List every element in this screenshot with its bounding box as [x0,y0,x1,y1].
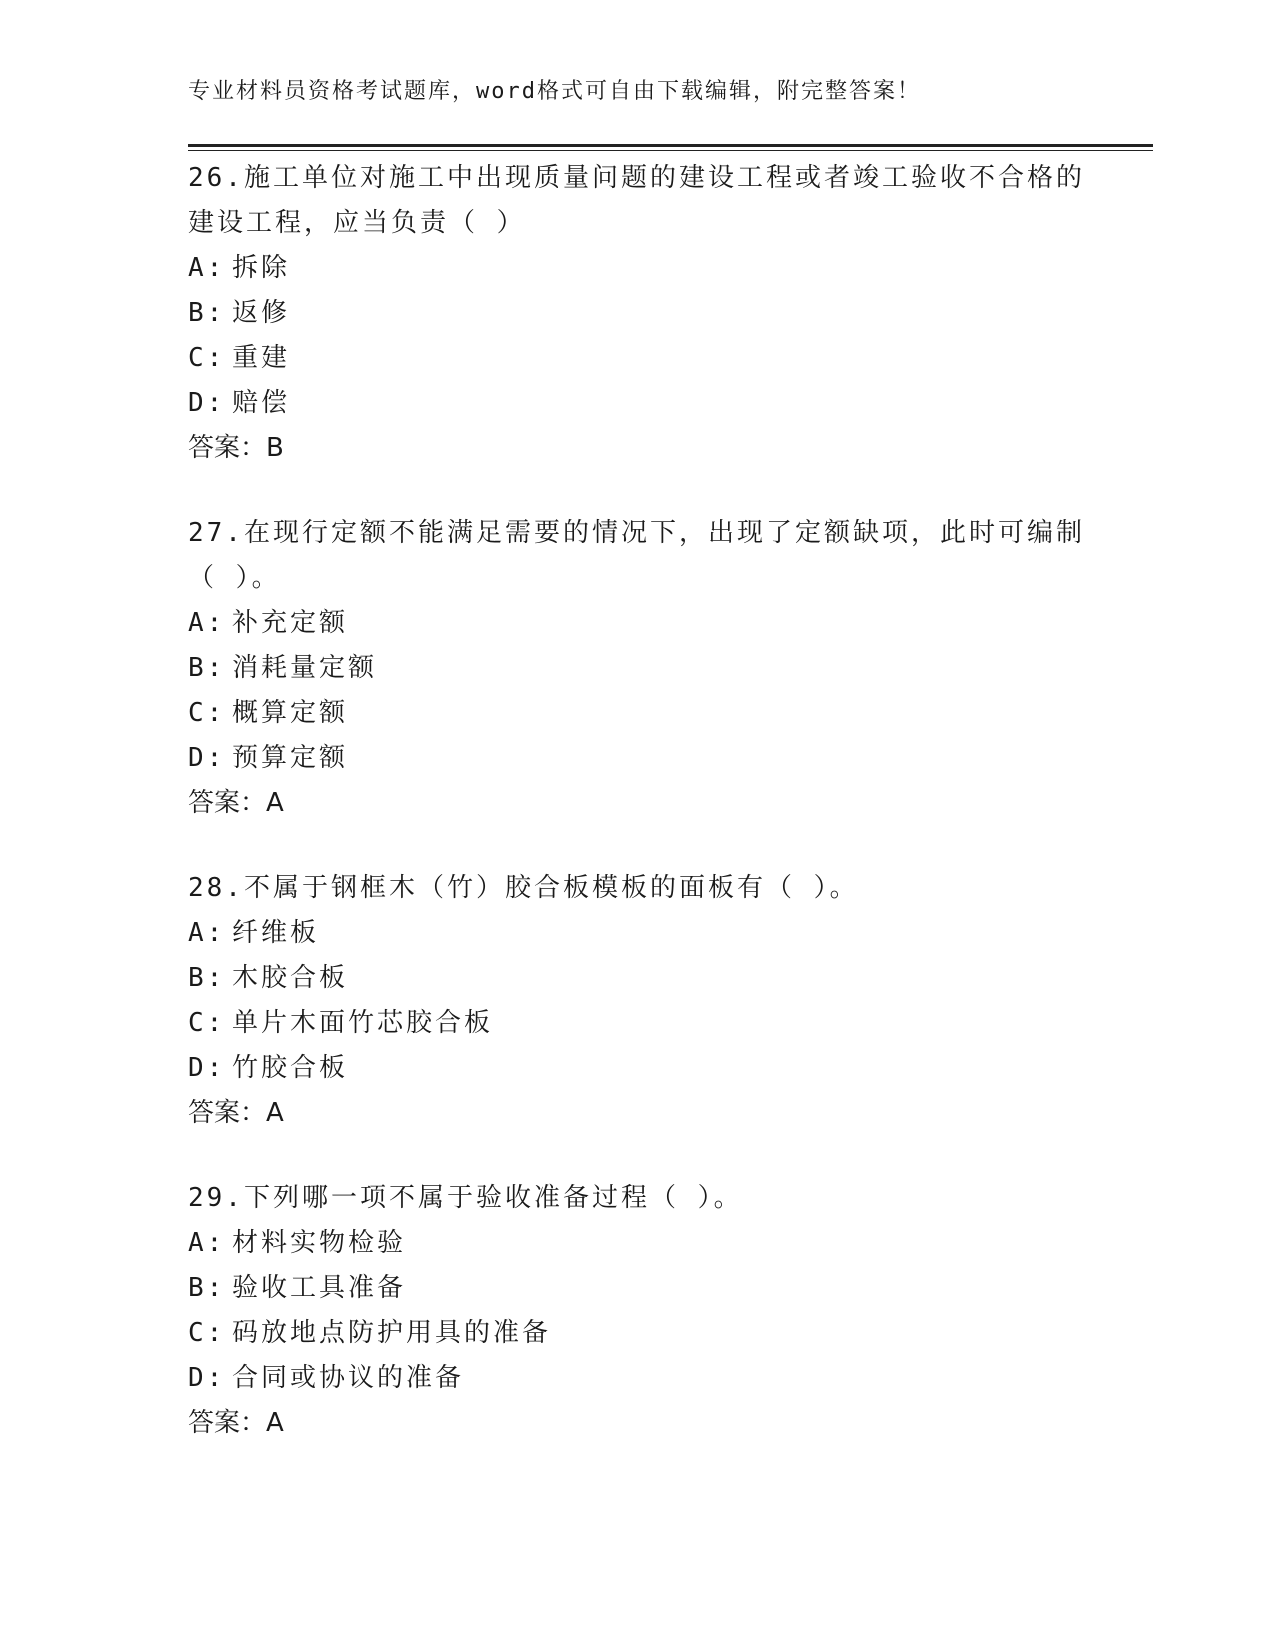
option-text: 消耗量定额 [232,653,378,683]
option-letter: B: [188,653,226,683]
option-letter: C: [188,343,226,373]
option-letter: D: [188,743,226,773]
option-letter: C: [188,1008,226,1038]
option-b [188,646,1088,691]
option-letter: A: [188,253,226,283]
option-d [188,1356,1088,1401]
question-text: 27.在现行定额不能满足需要的情况下，出现了定额缺项，此时可编制（ ）。 [188,518,1085,593]
option-text: 重建 [232,343,291,373]
header-rule-thin [188,150,1153,151]
option-letter: B: [188,298,226,328]
question-text: 26.施工单位对施工中出现质量问题的建设工程或者竣工验收不合格的建设工程，应当负责（ ） [188,163,1085,238]
option-c [188,1311,1088,1356]
option-text: 拆除 [232,253,291,283]
option-text: 单片木面竹芯胶合板 [232,1008,494,1038]
option-letter: A: [188,1228,226,1258]
option-text: 纤维板 [232,918,320,948]
option-text: 预算定额 [232,743,349,773]
option-text: 竹胶合板 [232,1053,349,1083]
answer-line: 答案：A [188,1098,284,1128]
option-text: 赔偿 [232,388,291,418]
question-text: 29.下列哪一项不属于验收准备过程（ ）。 [188,1183,743,1213]
option-b [188,291,1088,336]
option-a [188,601,1088,646]
question-29 [188,1176,1088,1446]
option-c [188,691,1088,736]
option-letter: C: [188,1318,226,1348]
option-text: 验收工具准备 [232,1273,407,1303]
question-list [188,156,1088,1486]
question-text: 28.不属于钢框木（竹）胶合板模板的面板有（ ）。 [188,873,859,903]
question-28 [188,866,1088,1136]
option-text: 木胶合板 [232,963,349,993]
option-b [188,1266,1088,1311]
question-27 [188,511,1088,826]
option-a [188,246,1088,291]
option-text: 概算定额 [232,698,349,728]
page-header: 专业材料员资格考试题库，word格式可自由下载编辑，附完整答案！ [188,79,921,104]
option-c [188,1001,1088,1046]
option-text: 返修 [232,298,291,328]
option-letter: D: [188,1363,226,1393]
answer-line: 答案：B [188,433,284,463]
option-letter: A: [188,918,226,948]
option-a [188,1221,1088,1266]
option-text: 材料实物检验 [232,1228,407,1258]
option-text: 合同或协议的准备 [232,1363,465,1393]
answer-line: 答案：A [188,1408,284,1438]
option-letter: C: [188,698,226,728]
option-letter: D: [188,1053,226,1083]
header-rule-thick [188,144,1153,147]
option-text: 补充定额 [232,608,349,638]
option-a [188,911,1088,956]
option-letter: B: [188,1273,226,1303]
question-26 [188,156,1088,471]
option-d [188,736,1088,781]
option-d [188,1046,1088,1091]
option-letter: D: [188,388,226,418]
answer-line: 答案：A [188,788,284,818]
option-letter: A: [188,608,226,638]
option-b [188,956,1088,1001]
option-text: 码放地点防护用具的准备 [232,1318,552,1348]
option-d [188,381,1088,426]
option-c [188,336,1088,381]
option-letter: B: [188,963,226,993]
